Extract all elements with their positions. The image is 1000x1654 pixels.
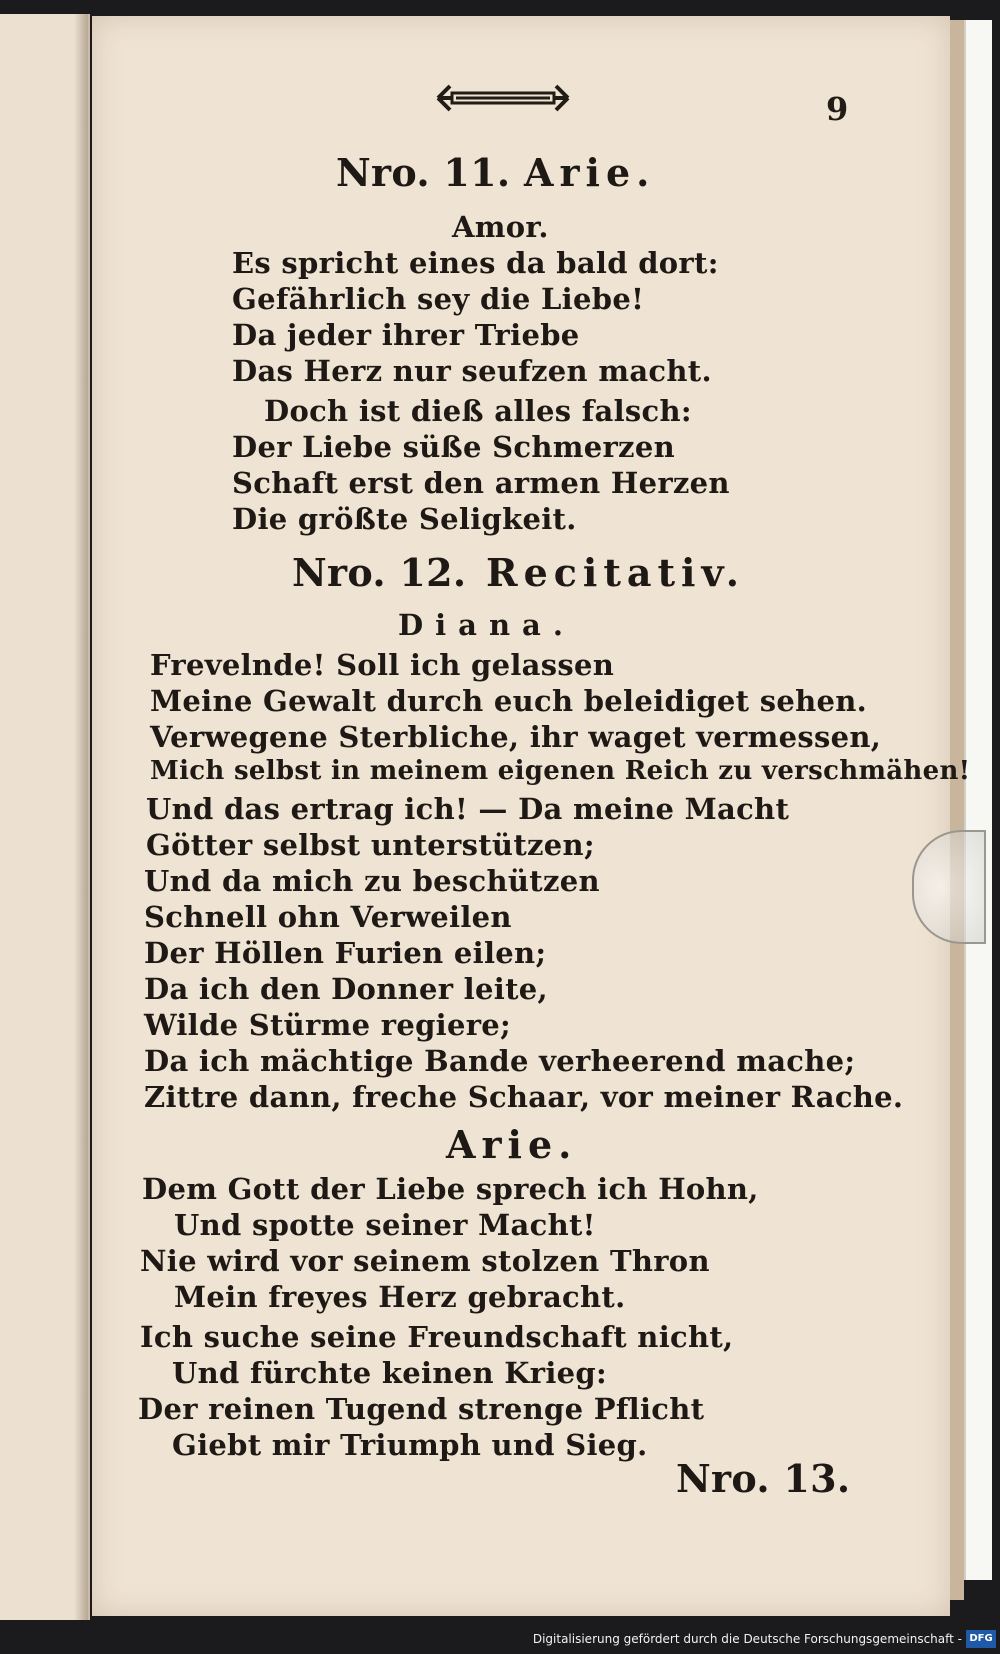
section-11-speaker: Amor. — [452, 210, 549, 244]
section-12-number: Nro. 12. — [292, 550, 467, 595]
page-number: 9 — [826, 90, 849, 128]
white-backing-strip — [964, 20, 992, 1580]
verse-line: Es spricht eines da bald dort: — [232, 246, 719, 280]
verse-line: Giebt mir Triumph und Sieg. — [172, 1428, 648, 1462]
verse-line: Verwegene Sterbliche, ihr waget vermessen, — [150, 720, 882, 754]
verse-line: Und da mich zu beschützen — [144, 864, 600, 898]
verse-line: Da ich mächtige Bande verheerend mache; — [144, 1044, 856, 1078]
verse-line: Mein freyes Herz gebracht. — [174, 1280, 626, 1314]
verse-line: Die größte Seligkeit. — [232, 502, 577, 536]
verse-line: Zittre dann, freche Schaar, vor meiner Rache. — [144, 1080, 904, 1114]
verse-line: Gefährlich sey die Liebe! — [232, 282, 645, 316]
verse-line: Frevelnde! Soll ich gelassen — [150, 648, 615, 682]
section-11-number: Nro. 11. — [336, 150, 511, 195]
page-stack-edge — [950, 20, 964, 1600]
verse-line: Und spotte seiner Macht! — [174, 1208, 596, 1242]
section-11-title: Arie. — [524, 150, 656, 195]
footer-bar — [0, 1626, 1000, 1654]
verse-line: Und das ertrag ich! — Da meine Macht — [146, 792, 790, 826]
verse-line: Der Liebe süße Schmerzen — [232, 430, 675, 464]
verse-line: Götter selbst unterstützen; — [146, 828, 595, 862]
funding-credit: Digitalisierung gefördert durch die Deutsche Forschungsgemeinschaft - — [532, 1632, 962, 1646]
verse-line: Wilde Stürme regiere; — [144, 1008, 512, 1042]
verse-line: Da ich den Donner leite, — [144, 972, 548, 1006]
section-12-title: Recitativ. — [486, 550, 745, 595]
verse-line: Der reinen Tugend strenge Pflicht — [138, 1392, 705, 1426]
verse-line: Der Höllen Furien eilen; — [144, 936, 547, 970]
ornament-divider-icon — [430, 78, 576, 118]
dfg-logo: DFG — [966, 1630, 996, 1648]
section-12-speaker: Diana. — [398, 608, 575, 642]
verse-line: Doch ist dieß alles falsch: — [264, 394, 692, 428]
verse-line: Schaft erst den armen Herzen — [232, 466, 730, 500]
verse-line: Mich selbst in meinem eigenen Reich zu verschmähen! — [150, 756, 971, 786]
verse-line: Ich suche seine Freundschaft nicht, — [140, 1320, 734, 1354]
verse-line: Meine Gewalt durch euch beleidiget sehen. — [150, 684, 868, 718]
verse-line: Da jeder ihrer Triebe — [232, 318, 580, 352]
verse-line: Nie wird vor seinem stolzen Thron — [140, 1244, 710, 1278]
verse-line: Und fürchte keinen Krieg: — [172, 1356, 607, 1390]
verse-line: Das Herz nur seufzen macht. — [232, 354, 712, 388]
left-page-edge — [0, 14, 90, 1620]
verse-line: Dem Gott der Liebe sprech ich Hohn, — [142, 1172, 759, 1206]
catchword: Nro. 13. — [676, 1456, 851, 1501]
arie-title: Arie. — [446, 1122, 578, 1167]
verse-line: Schnell ohn Verweilen — [144, 900, 512, 934]
